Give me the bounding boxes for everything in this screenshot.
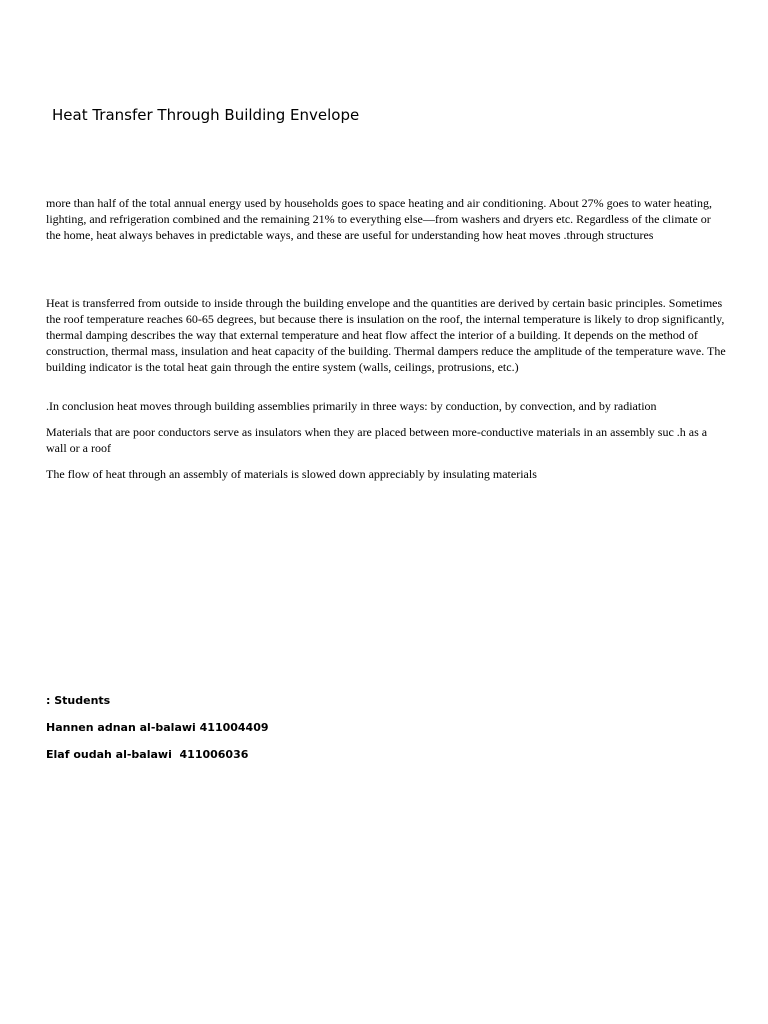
students-label: : Students xyxy=(46,694,111,707)
paragraph-conclusion: .In conclusion heat moves through building assemblies primarily in three ways: by conduction, by convection, and by radiation xyxy=(46,399,657,413)
students-section xyxy=(46,693,269,774)
paragraph-heat-flow: The flow of heat through an assembly of materials is slowed down appreciably by insulating materials xyxy=(46,467,537,481)
document-title: Heat Transfer Through Building Envelope xyxy=(52,106,360,124)
paragraph-insulators: Materials that are poor conductors serve as insulators when they are placed between more-conductive materials in an assembly suc .h as a wall or a roof xyxy=(46,425,708,455)
paragraph-heat-transfer: Heat is transferred from outside to inside through the building envelope and the quantities are derived by certain basic principles. Sometimes the roof temperature reaches 60-65 degrees, but because there is insulation on the roof, the internal temperature is likely to drop significantly, thermal damping describes the way that external temperature and heat flow affect the interior of a building. It depends on the method of construction, thermal mass, insulation and heat capacity of the building. Thermal dampers reduce the amplitude of the temperature wave. The building indicator is the total heat gain through the entire system (walls, ceilings, protrusions, etc.) xyxy=(46,296,726,374)
student-name-1: Hannen adnan al-balawi 411004409 xyxy=(46,721,269,734)
student-name-2: Elaf oudah al-balawi 411006036 xyxy=(46,748,249,761)
paragraph-energy-usage: more than half of the total annual energy used by households goes to space heating and air conditioning. About 27% goes to water heating, lighting, and refrigeration combined and the remaining 21% to everything else—from washers and dryers etc. Regardless of the climate or the home, heat always behaves in predictable ways, and these are useful for understanding how heat moves .through structures xyxy=(46,196,712,242)
